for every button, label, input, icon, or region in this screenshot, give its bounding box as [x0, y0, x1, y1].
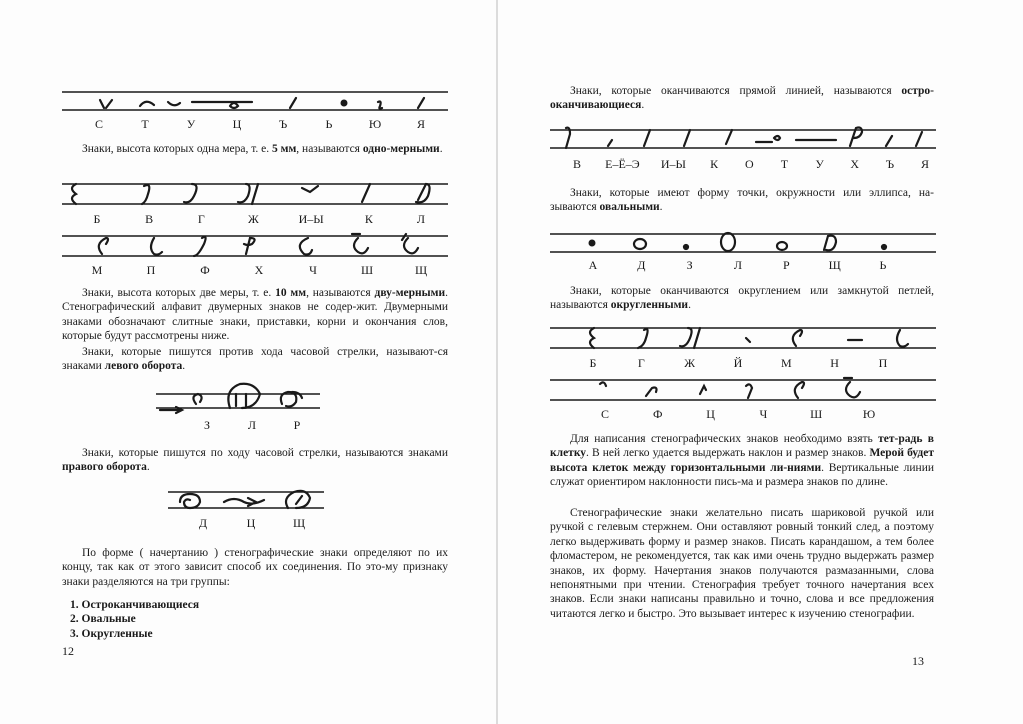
letter: Т — [780, 157, 789, 171]
letter: К — [710, 157, 719, 171]
left-turn-glyphs — [156, 380, 320, 416]
letter: И–Ы — [298, 212, 324, 226]
letter: Г — [197, 212, 205, 226]
list-item: 2. Овальные — [70, 613, 136, 626]
letter: Х — [254, 263, 264, 277]
letter: В — [572, 157, 581, 171]
letter: С — [600, 407, 609, 421]
letter: Ж — [248, 212, 259, 226]
letter: Л — [733, 258, 743, 272]
paragraph-two-measures: Знаки, высота которых две меры, т. е. 10 мм, называются дву-мерными. Стенографический алфавит двумерных знаков не содер-жит. Двумерными знаками обозначают слитные знаки, приставки, корни и окончания слов, которые будут рассмотрены ниже. — [62, 287, 448, 343]
letter: Ю — [368, 117, 382, 131]
letter: Ч — [309, 263, 317, 277]
letter: И–Ы — [660, 157, 687, 171]
letter: Б — [589, 356, 597, 370]
letter: Ю — [862, 407, 876, 421]
shorthand-row-1-glyphs — [62, 88, 448, 114]
paragraph-oval: Знаки, которые имеют форму точки, окружности или эллипса, на-зываются овальными. — [550, 187, 934, 214]
rounded-glyphs-2 — [550, 374, 936, 404]
letter: П — [146, 263, 156, 277]
letter: Ц — [232, 117, 242, 131]
letters-row-2 — [90, 212, 428, 227]
shorthand-row-3-glyphs — [62, 230, 448, 260]
paragraph-groups-intro: По форме ( начертанию ) стенографические знаки определяют по их концу, так как от этого зависит способ их соединения. По это-му признаку знаки разделяются на три группы: — [62, 547, 448, 588]
letter: А — [588, 258, 598, 272]
letters-sharp — [570, 157, 932, 172]
page-number-right: 13 — [912, 654, 924, 668]
letter: З — [203, 418, 210, 432]
letter: О — [744, 157, 754, 171]
letters-right-turn — [196, 516, 306, 531]
paragraph-sharp-ending: Знаки, которые оканчиваются прямой линией, называются остро-оканчивающиеся. — [550, 85, 934, 112]
left-page — [0, 0, 496, 724]
letter: Р — [293, 418, 301, 432]
letter: Д — [637, 258, 646, 272]
letter: Ц — [706, 407, 715, 421]
paragraph-one-measure: Знаки, высота которых одна мера, т. е. 5 мм, называются одно-мерными. — [82, 143, 443, 155]
letter: Ч — [759, 407, 768, 421]
letter: М — [780, 356, 792, 370]
letter: Ф — [200, 263, 210, 277]
letter: Ш — [360, 263, 374, 277]
letter: Ъ — [885, 157, 895, 171]
letters-oval — [586, 258, 890, 273]
letter: К — [364, 212, 373, 226]
letter: Л — [416, 212, 426, 226]
letter: Щ — [292, 516, 306, 530]
rounded-glyphs-1 — [550, 322, 936, 352]
letter: Т — [141, 117, 149, 131]
right-page — [498, 0, 1023, 724]
page-number-left: 12 — [62, 644, 74, 658]
letter: М — [91, 263, 103, 277]
paragraph-rounded: Знаки, которые оканчиваются округлением или замкнутой петлей, называются округленными. — [550, 285, 934, 312]
letter: Ь — [325, 117, 333, 131]
letter: Щ — [828, 258, 841, 272]
letter: Н — [830, 356, 839, 370]
sharp-glyphs — [550, 124, 936, 154]
letter: Ц — [246, 516, 256, 530]
letter: Щ — [414, 263, 428, 277]
letter: В — [145, 212, 154, 226]
paragraph-pens: Стенографические знаки желательно писать шариковой ручкой или ручкой с гелевым стержнем. Они оставляют ровный тонкий след, а поэтому легко выдерживать форму и размер знаков. Писать карандашом, а тем более фломастером, не рекомендуется, так как ими очень трудно выдержать размер знаков, их форму. Начертания знаков получаются размазанными, слова непонятными при чтении. Стенография требует точного начертания всех знаков. Если знаки написаны правильно и точно, слова и все предложения читаются легко и быстро. Это вызывает интерес к изучению стенографии. — [550, 507, 934, 620]
letter: Х — [850, 157, 860, 171]
letters-rounded-1 — [586, 356, 890, 371]
shorthand-row-2-glyphs — [62, 178, 448, 208]
letter: Г — [637, 356, 645, 370]
letter: Д — [198, 516, 208, 530]
letter: Е–Ё–Э — [605, 157, 640, 171]
oval-glyphs — [550, 228, 936, 256]
letter: П — [878, 356, 888, 370]
groups-list — [70, 598, 199, 641]
letter: Ь — [879, 258, 887, 272]
letter: Б — [93, 212, 101, 226]
right-turn-glyphs — [168, 484, 324, 516]
letter: Я — [920, 157, 929, 171]
letters-row-1 — [92, 117, 428, 132]
list-item: 3. Округленные — [70, 627, 153, 640]
letter: Ш — [810, 407, 823, 421]
letter: Ф — [653, 407, 663, 421]
letter: С — [94, 117, 103, 131]
letter: У — [186, 117, 196, 131]
letter: У — [815, 157, 824, 171]
letter: Ъ — [278, 117, 288, 131]
letter: З — [686, 258, 693, 272]
letter: Л — [247, 418, 257, 432]
letter: Я — [416, 117, 425, 131]
letter: Й — [733, 356, 743, 370]
list-item: 1. Остроканчивающиеся — [70, 599, 200, 611]
letters-left-turn — [200, 418, 304, 433]
letters-row-3 — [90, 263, 428, 278]
paragraph-notebook: Для написания стенографических знаков необходимо взять тет-радь в клетку. В ней легко удается выдержать наклон и размер знаков. Мерой будет высота клеток между горизонтальными ли-ниями. Вертикальные линии служат ориентиром наклонности пись-ма и размера знаков по длине. — [550, 433, 935, 489]
letters-rounded-2 — [598, 407, 876, 422]
paragraph-right-turn: Знаки, которые пишутся по ходу часовой стрелки, называются знаками правого оборота. — [62, 447, 448, 474]
letter: Ж — [684, 356, 696, 370]
paragraph-left-turn: Знаки, которые пишутся против хода часовой стрелки, называют-ся знаками левого оборота. — [62, 346, 448, 373]
letter: Р — [782, 258, 790, 272]
